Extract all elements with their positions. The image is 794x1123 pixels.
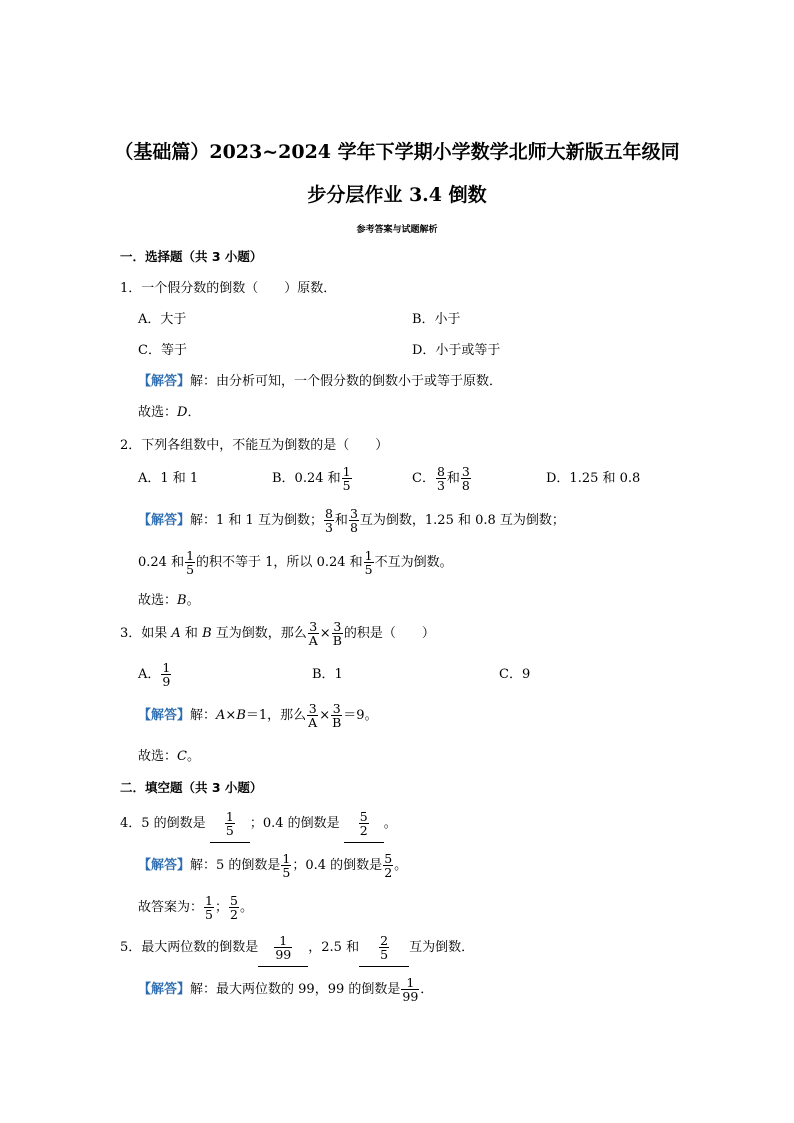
fraction-three-over-a — [307, 702, 318, 729]
numerator: 3 — [349, 506, 358, 521]
fraction-one-fifth — [225, 810, 235, 837]
answer-text: 解：5 的倒数是 — [190, 858, 281, 873]
question-5-stem — [120, 930, 474, 967]
numerator: 1 — [274, 934, 292, 948]
question-1-option-b: B．小于 — [412, 312, 461, 327]
numerator: 3 — [309, 619, 318, 634]
denominator: A — [308, 633, 318, 648]
fraction-three-eighths — [461, 465, 471, 492]
answer-tag: 【解答】 — [138, 982, 191, 997]
question-1-option-c: C．等于 — [138, 343, 187, 358]
answer-text: 和 — [334, 513, 348, 528]
numerator: 2 — [380, 933, 389, 948]
numerator: 1 — [342, 464, 351, 479]
section-heading-choice: 一．选择题（共 3 小题） — [120, 249, 263, 264]
choice-suffix: 。 — [186, 749, 200, 764]
blank-answer-1 — [210, 806, 250, 843]
denominator: 5 — [342, 478, 351, 493]
final-text: 。 — [239, 900, 253, 915]
numerator: 1 — [282, 851, 291, 866]
fraction-one-ninth — [161, 661, 171, 688]
stem-text: 互为倒数． — [409, 940, 475, 955]
question-3-stem — [120, 616, 435, 652]
answer-text: ． — [420, 982, 434, 997]
fraction-one-fifth — [364, 549, 374, 576]
question-3-option-c: C．9 — [499, 667, 531, 682]
numerator: 1 — [225, 809, 234, 824]
denominator: 5 — [364, 562, 373, 577]
times-sign: × — [225, 708, 237, 723]
choice-suffix: 。 — [186, 593, 200, 608]
denominator: 2 — [359, 823, 368, 838]
final-text: 故答案为： — [138, 900, 204, 915]
denominator: 3 — [436, 478, 445, 493]
question-4-final — [138, 890, 253, 926]
denominator: 5 — [225, 823, 234, 838]
stem-text: 3．如果 — [120, 626, 172, 641]
answer-text: 0.24 和 — [138, 555, 185, 570]
denominator: A — [308, 715, 318, 730]
variable-a: A — [171, 626, 181, 641]
variable-b: B — [202, 626, 212, 641]
question-3-answer — [138, 698, 378, 734]
answer-text: ＝9。 — [343, 708, 378, 723]
numerator: 5 — [229, 893, 238, 908]
answer-text: ；0.4 的倒数是 — [292, 858, 383, 873]
final-text: ； — [214, 900, 228, 915]
option-c-text: C． — [412, 471, 435, 486]
question-2-answer-line1 — [138, 503, 565, 539]
fraction-two-fifths — [379, 934, 389, 961]
answer-text: 解：1 和 1 互为倒数； — [190, 513, 323, 528]
numerator: 1 — [162, 660, 171, 675]
numerator: 5 — [384, 851, 393, 866]
answer-tag: 【解答】 — [138, 513, 191, 528]
question-2-stem: 2．下列各组数中，不能互为倒数的是（ ） — [120, 438, 389, 453]
numerator: 1 — [401, 976, 419, 990]
numerator: 1 — [205, 893, 213, 908]
fraction-one-fifth — [185, 549, 195, 576]
choice-letter: B — [177, 593, 187, 608]
fraction-five-halves — [359, 810, 369, 837]
denominator: 9 — [162, 674, 171, 689]
question-4-answer — [138, 848, 407, 884]
denominator: 8 — [349, 520, 358, 535]
answer-tag: 【解答】 — [138, 374, 191, 389]
stem-text: 的积是（ ） — [343, 626, 435, 641]
stem-text: ；0.4 的倒数是 — [249, 816, 344, 831]
stem-text: 。 — [383, 816, 397, 831]
stem-text: ，2.5 和 — [308, 940, 360, 955]
question-3-choice — [138, 748, 200, 766]
denominator: 99 — [402, 989, 419, 1004]
fraction-eight-thirds — [324, 507, 334, 534]
stem-text: 互为倒数，那么 — [211, 626, 307, 641]
stem-text: 4．5 的倒数是 — [120, 816, 210, 831]
variable-b: B — [236, 708, 246, 723]
choice-letter: C — [177, 749, 187, 764]
denominator: 8 — [461, 478, 470, 493]
fraction-one-99 — [401, 976, 419, 1003]
question-1-option-d: D．小于或等于 — [412, 343, 501, 358]
question-3-option-b: B．1 — [312, 667, 343, 682]
denominator: 99 — [275, 947, 292, 962]
choice-prefix: 故选： — [138, 593, 178, 608]
denominator: 5 — [205, 907, 213, 922]
numerator: 1 — [186, 548, 195, 563]
numerator: 3 — [332, 701, 341, 716]
fraction-one-fifth — [342, 465, 352, 492]
denominator: 5 — [186, 562, 195, 577]
question-2-option-d: D．1.25 和 0.8 — [546, 471, 641, 486]
fraction-eight-thirds — [436, 465, 446, 492]
choice-letter: D — [177, 405, 188, 420]
numerator: 8 — [436, 464, 445, 479]
document-subtitle: 参考答案与试题解析 — [356, 225, 438, 235]
document-title-line1: （基础篇）2023~2024 学年下学期小学数学北师大新版五年级同 — [114, 141, 680, 163]
numerator: 3 — [308, 701, 317, 716]
fraction-one-99 — [274, 934, 292, 961]
question-2-option-c — [412, 461, 472, 497]
times-sign: × — [319, 626, 331, 641]
answer-text: 互为倒数，1.25 和 0.8 互为倒数； — [359, 513, 565, 528]
question-1-choice — [138, 404, 200, 422]
choice-prefix: 故选： — [138, 749, 178, 764]
answer-text: 。 — [394, 858, 408, 873]
denominator: 5 — [282, 865, 291, 880]
fraction-five-halves — [383, 852, 393, 879]
question-1-option-a: A．大于 — [138, 312, 187, 327]
denominator: 3 — [324, 520, 333, 535]
stem-text: 和 — [180, 626, 203, 641]
numerator: 3 — [333, 619, 342, 634]
fraction-three-over-b — [332, 620, 343, 647]
question-2-answer-line2 — [138, 545, 453, 581]
answer-tag: 【解答】 — [138, 708, 191, 723]
question-4-stem — [120, 806, 397, 843]
answer-text: 不互为倒数。 — [374, 555, 453, 570]
times-sign: × — [319, 708, 331, 723]
fraction-three-over-a — [308, 620, 319, 647]
denominator: 2 — [229, 907, 238, 922]
numerator: 1 — [364, 548, 373, 563]
stem-text: 5．最大两位数的倒数是 — [120, 940, 259, 955]
denominator: B — [332, 715, 342, 730]
denominator: 5 — [380, 947, 389, 962]
numerator: 3 — [461, 464, 470, 479]
question-2-choice — [138, 592, 200, 610]
blank-answer-1 — [258, 930, 308, 967]
answer-tag: 【解答】 — [138, 858, 191, 873]
question-1-stem: 1．一个假分数的倒数（ ）原数． — [120, 281, 337, 296]
denominator: B — [332, 633, 342, 648]
choice-suffix: ． — [187, 405, 201, 420]
document-title-line2: 步分层作业 3.4 倒数 — [307, 184, 487, 206]
numerator: 8 — [324, 506, 333, 521]
question-2-option-a: A．1 和 1 — [138, 471, 199, 486]
question-1-answer — [138, 373, 502, 391]
option-b-text: B．0.24 和 — [272, 471, 341, 486]
option-c-and: 和 — [446, 471, 460, 486]
answer-text: ＝1，那么 — [245, 708, 307, 723]
fraction-one-fifth — [281, 852, 291, 879]
question-2-option-b — [272, 461, 353, 497]
blank-answer-2 — [359, 930, 409, 967]
variable-a: A — [216, 708, 226, 723]
blank-answer-2 — [344, 806, 384, 843]
fraction-five-halves — [229, 894, 239, 921]
fraction-three-over-b — [331, 702, 342, 729]
numerator: 5 — [359, 809, 368, 824]
answer-text: 解：最大两位数的 99，99 的倒数是 — [190, 982, 401, 997]
denominator: 2 — [384, 865, 393, 880]
choice-prefix: 故选： — [138, 405, 178, 420]
section-heading-fill: 二．填空题（共 3 小题） — [120, 780, 263, 795]
fraction-one-fifth — [204, 894, 214, 921]
fraction-three-eighths — [349, 507, 359, 534]
answer-text: 解： — [190, 708, 217, 723]
option-a-text: A． — [138, 667, 161, 682]
question-5-answer — [138, 972, 433, 1008]
answer-text: 的积不等于 1，所以 0.24 和 — [196, 555, 363, 570]
question-3-option-a — [138, 657, 172, 693]
answer-text: 解：由分析可知，一个假分数的倒数小于或等于原数． — [190, 374, 503, 389]
